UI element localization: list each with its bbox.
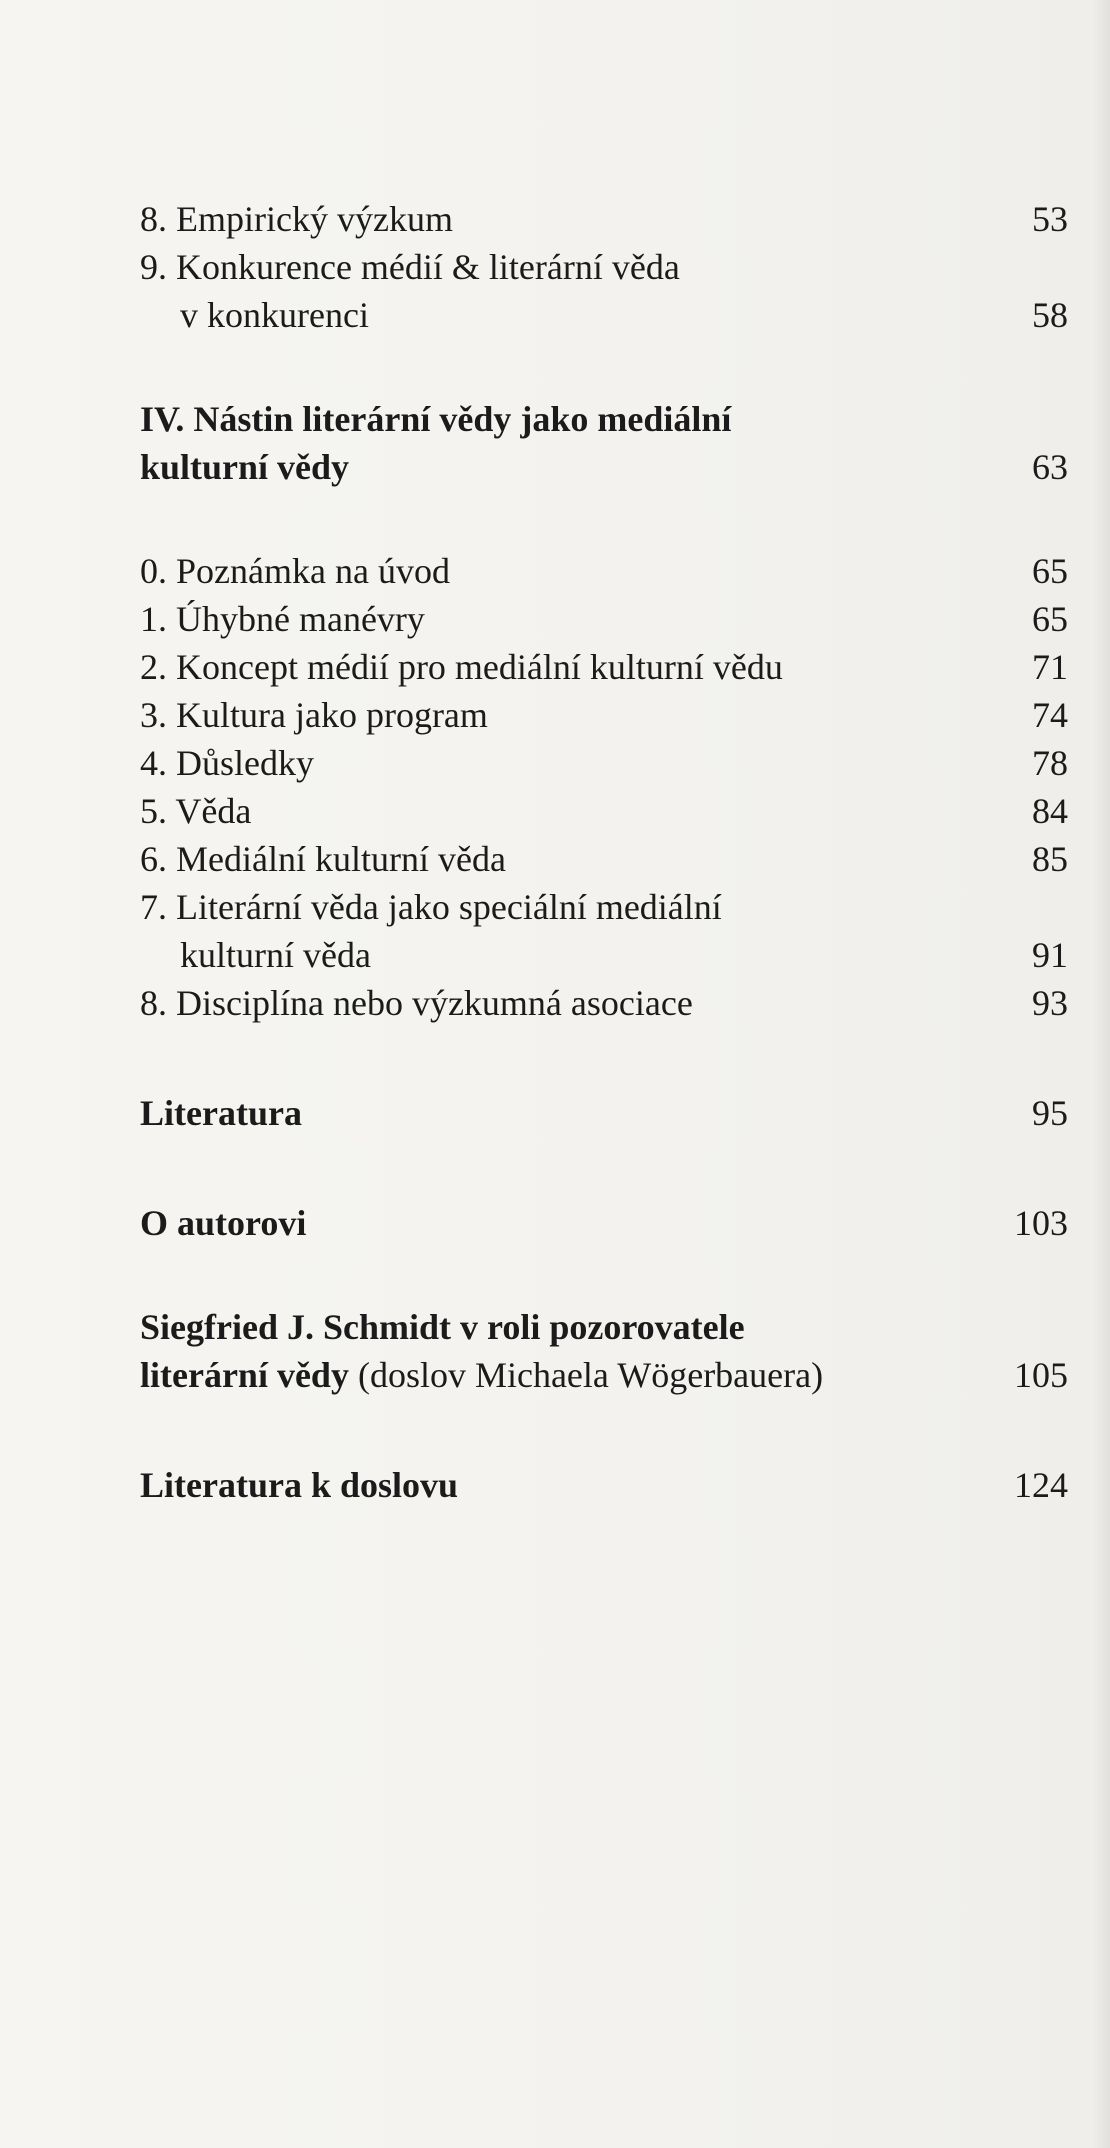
section-afterword [140, 1351, 1068, 1399]
toc-entry-label: 9. Konkurence médií & literární věda [140, 247, 680, 287]
toc-entry-label: 8. Empirický výzkum [140, 199, 453, 239]
toc-entry-label: kulturní věda [180, 935, 371, 975]
section-label: Literatura [140, 1093, 302, 1133]
section-label: Literatura k doslovu [140, 1465, 459, 1505]
toc-entry [140, 883, 1068, 931]
section-literatura [140, 1089, 1068, 1137]
toc-entry-page: 53 [1032, 199, 1068, 239]
section-page: 103 [1014, 1203, 1068, 1243]
toc-entry-page: 74 [1032, 695, 1068, 735]
spine-shadow [1092, 0, 1110, 2148]
toc-entry-page: 65 [1032, 599, 1068, 639]
section-page: 124 [1014, 1465, 1068, 1505]
toc-entry-label: 6. Mediální kulturní věda [140, 839, 506, 879]
chapter-page: 63 [1032, 447, 1068, 487]
toc-entry-page: 91 [1032, 935, 1068, 975]
toc-entry [140, 547, 1068, 595]
section-afterword [140, 1303, 1068, 1351]
section-label: O autorovi [140, 1203, 307, 1243]
section-label-bold: literární vědy [140, 1355, 349, 1395]
toc-entry [140, 243, 1068, 291]
toc-entry-label: 1. Úhybné manévry [140, 599, 425, 639]
toc-entry [140, 835, 1068, 883]
toc-entry [140, 787, 1068, 835]
table-of-contents [140, 195, 1068, 1509]
toc-entry [140, 739, 1068, 787]
toc-entry-page: 78 [1032, 743, 1068, 783]
toc-entry-label: 4. Důsledky [140, 743, 314, 783]
toc-entry-page: 65 [1032, 551, 1068, 591]
toc-entry-page: 85 [1032, 839, 1068, 879]
chapter-heading-line2: kulturní vědy [140, 447, 350, 487]
toc-entry [140, 643, 1068, 691]
toc-entry-page: 58 [1032, 295, 1068, 335]
toc-entry-label: v konkurenci [180, 295, 369, 335]
toc-entry-page: 84 [1032, 791, 1068, 831]
toc-entry [140, 595, 1068, 643]
toc-entry-label: 5. Věda [140, 791, 252, 831]
section-label-normal: (doslov Michaela Wögerbauera) [348, 1355, 824, 1395]
toc-entry-label: 0. Poznámka na úvod [140, 551, 450, 591]
toc-entry [140, 291, 1068, 339]
toc-entry-label: 2. Koncept médií pro mediální kulturní vědu [140, 647, 783, 687]
spacer [140, 339, 1068, 395]
spacer [140, 1399, 1068, 1461]
spacer [140, 491, 1068, 547]
toc-entry [140, 931, 1068, 979]
chapter-heading [140, 443, 1068, 491]
spacer [140, 1027, 1068, 1089]
toc-entry-page: 93 [1032, 983, 1068, 1023]
chapter-heading [140, 395, 1068, 443]
toc-entry-label: 3. Kultura jako program [140, 695, 488, 735]
toc-entry [140, 691, 1068, 739]
toc-entry-label: 8. Disciplína nebo výzkumná asociace [140, 983, 693, 1023]
toc-entry [140, 195, 1068, 243]
section-o-autorovi [140, 1199, 1068, 1247]
section-label-line2 [140, 1351, 823, 1399]
toc-entry-label: 7. Literární věda jako speciální mediální [140, 887, 722, 927]
toc-entry-page: 71 [1032, 647, 1068, 687]
section-literatura-k-doslovu [140, 1461, 1068, 1509]
spacer [140, 1247, 1068, 1303]
section-page: 105 [1014, 1355, 1068, 1395]
spacer [140, 1137, 1068, 1199]
section-label-line1: Siegfried J. Schmidt v roli pozorovatele [140, 1307, 745, 1347]
toc-entry [140, 979, 1068, 1027]
chapter-heading-line1: IV. Nástin literární vědy jako mediální [140, 399, 732, 439]
section-page: 95 [1032, 1093, 1068, 1133]
